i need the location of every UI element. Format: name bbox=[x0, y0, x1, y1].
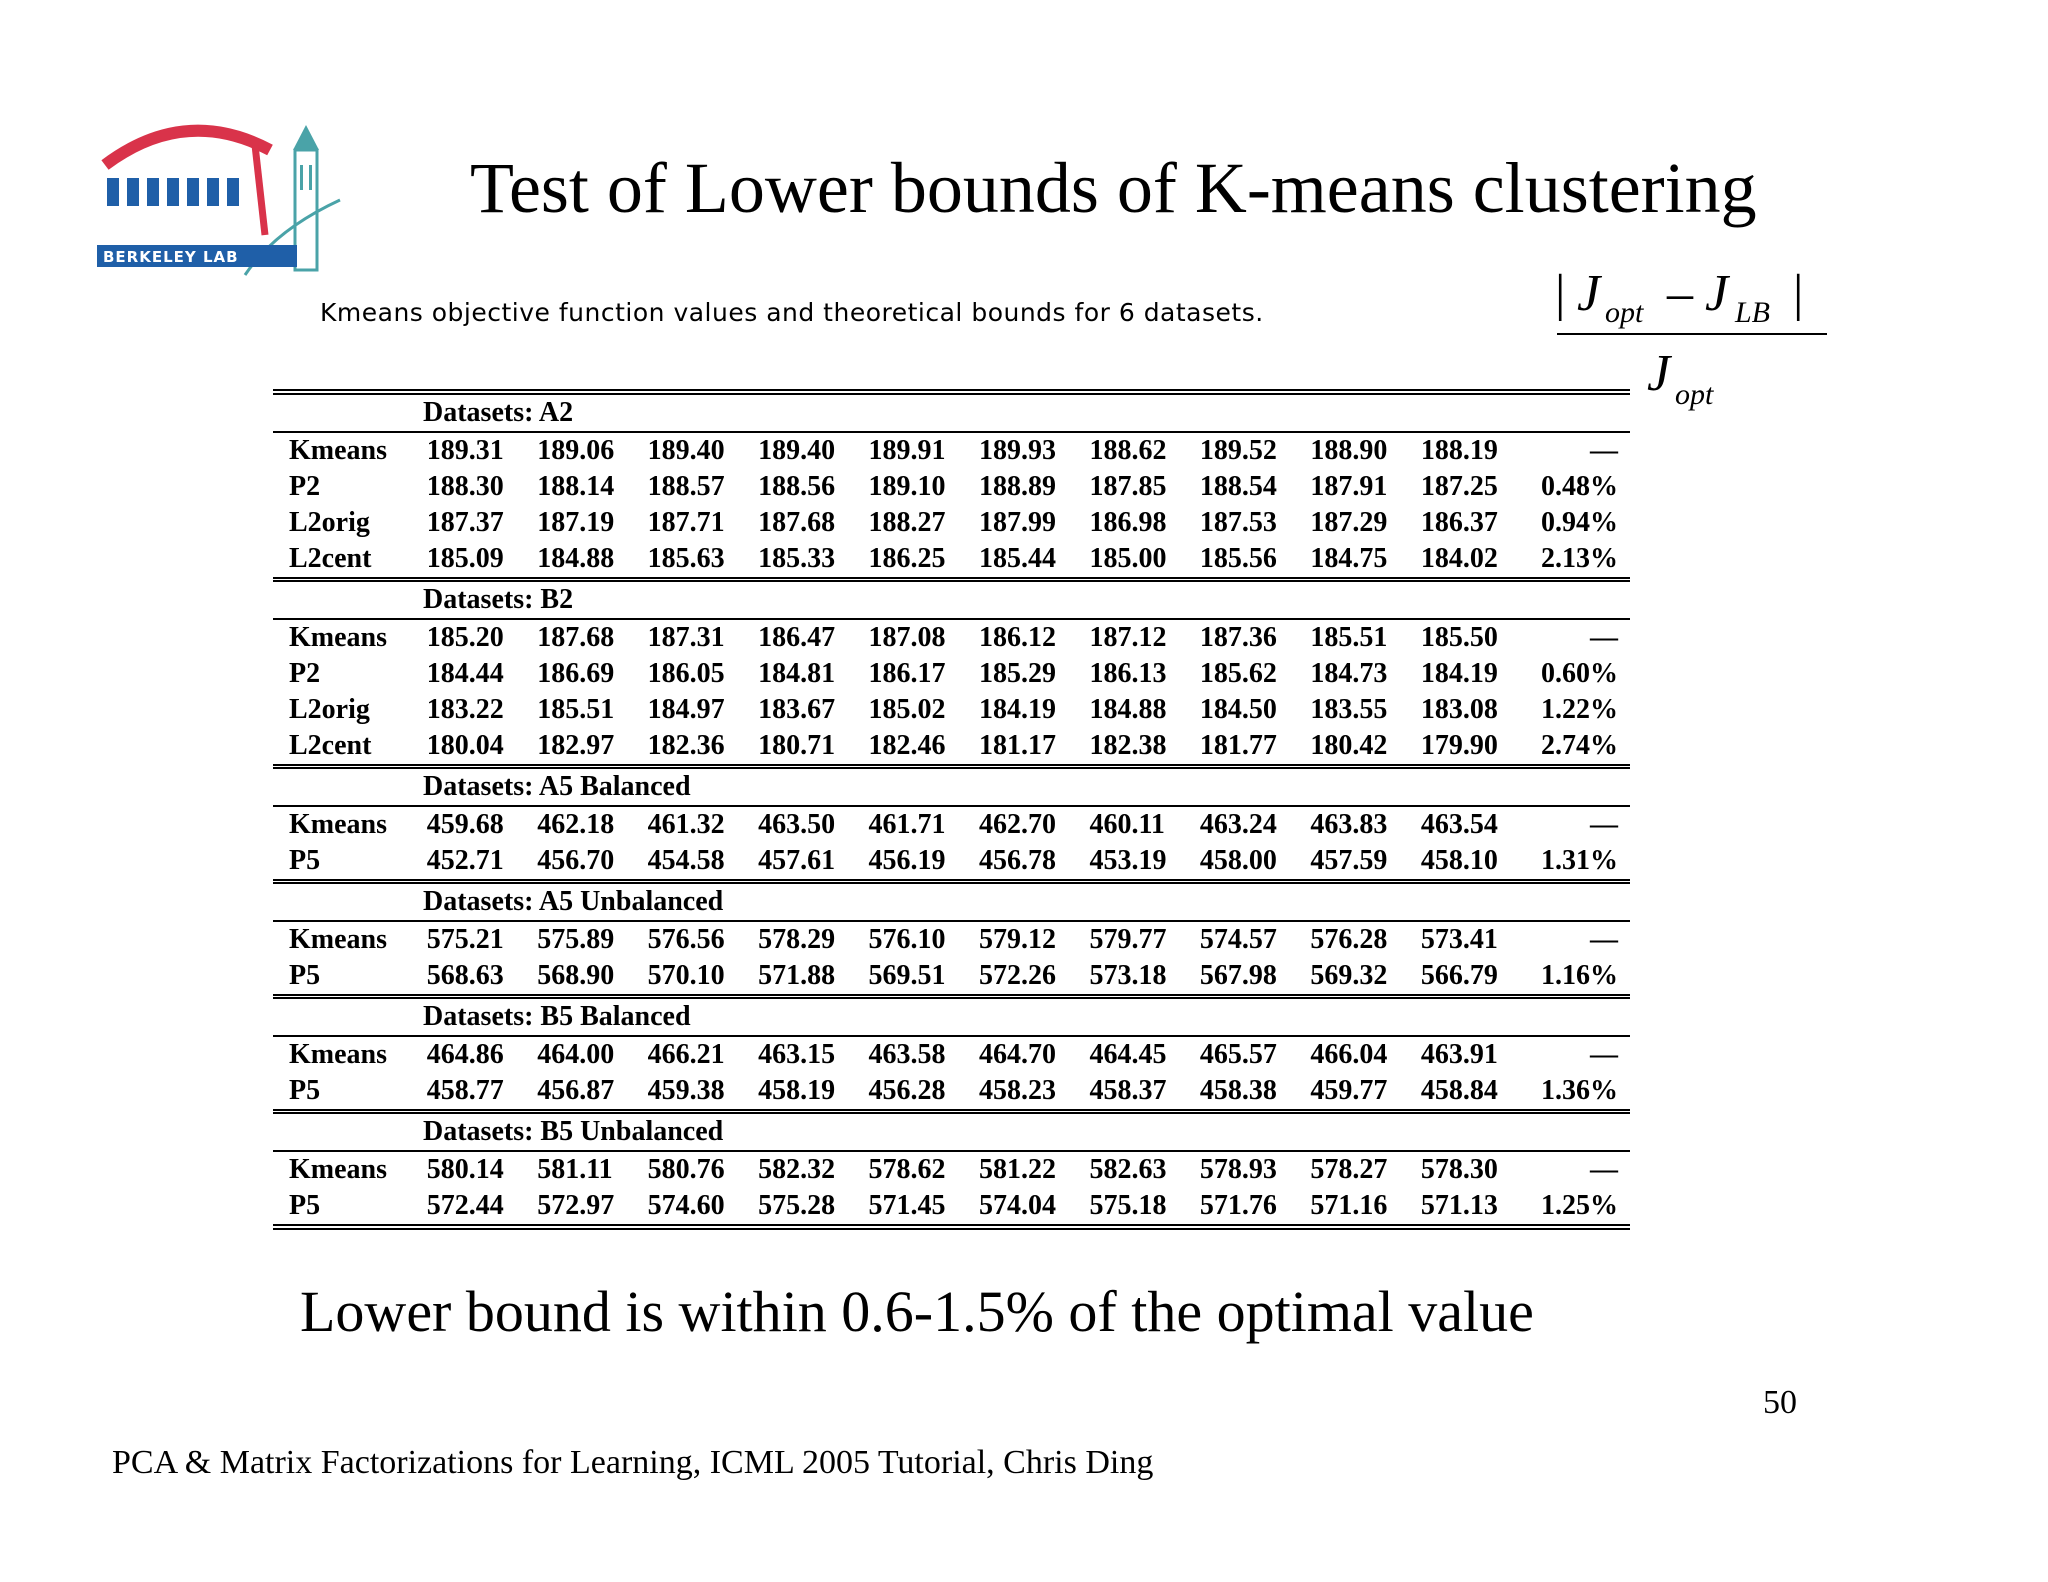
table-cell: 185.44 bbox=[979, 543, 1056, 574]
svg-text:J: J bbox=[1577, 265, 1601, 322]
table-cell: 184.19 bbox=[1420, 658, 1498, 689]
table-cell: 185.62 bbox=[1199, 658, 1277, 689]
table-cell: 456.70 bbox=[537, 845, 615, 876]
table-cell: 456.87 bbox=[537, 1075, 615, 1106]
table-cell: 462.70 bbox=[979, 809, 1056, 840]
table-cell: 184.75 bbox=[1310, 543, 1388, 574]
table-row bbox=[273, 1073, 1630, 1112]
table-cell: 575.28 bbox=[758, 1190, 836, 1221]
table-cell: 185.20 bbox=[426, 622, 504, 653]
table-cell: 461.71 bbox=[868, 809, 946, 840]
gap-percent-cell: — bbox=[1590, 924, 1618, 955]
footer-citation: PCA & Matrix Factorizations for Learning, ICML 2005 Tutorial, Chris Ding bbox=[112, 1444, 1154, 1481]
table-cell: 184.19 bbox=[979, 694, 1056, 725]
table-cell: 179.90 bbox=[1420, 730, 1498, 761]
dataset-header: Datasets: A5 Unbalanced bbox=[273, 882, 1630, 922]
table-cell: 452.71 bbox=[426, 845, 504, 876]
table-cell: 463.91 bbox=[1420, 1039, 1498, 1070]
table-cell: 463.54 bbox=[1420, 809, 1498, 840]
table-cell: 184.88 bbox=[537, 543, 615, 574]
table-cell: 188.14 bbox=[537, 471, 615, 502]
table-cell: 185.50 bbox=[1420, 622, 1498, 653]
table-cell: 570.10 bbox=[647, 960, 725, 991]
row-label: Kmeans bbox=[289, 809, 387, 840]
dataset-section bbox=[273, 997, 1630, 1112]
dataset-header: Datasets: B5 Unbalanced bbox=[273, 1112, 1630, 1152]
row-label: P5 bbox=[289, 845, 321, 876]
table-cell: 460.11 bbox=[1089, 809, 1165, 840]
gap-percent-cell: 0.48% bbox=[1541, 471, 1618, 502]
svg-text:opt: opt bbox=[1605, 296, 1644, 329]
row-label: Kmeans bbox=[289, 924, 387, 955]
table-cell: 459.68 bbox=[426, 809, 504, 840]
table-cell: 187.99 bbox=[979, 507, 1056, 538]
table-cell: 181.17 bbox=[979, 730, 1056, 761]
table-cell: 186.98 bbox=[1089, 507, 1167, 538]
table-cell: 581.22 bbox=[979, 1154, 1056, 1185]
table-cell: 185.29 bbox=[979, 658, 1056, 689]
table-cell: 185.63 bbox=[647, 543, 725, 574]
table-cell: 180.04 bbox=[426, 730, 504, 761]
table-cell: 463.15 bbox=[758, 1039, 836, 1070]
table-cell: 186.12 bbox=[979, 622, 1056, 653]
row-label: L2orig bbox=[289, 507, 370, 538]
table-cell: 188.27 bbox=[868, 507, 946, 538]
table-row bbox=[273, 656, 1630, 692]
svg-text:LB: LB bbox=[1735, 296, 1771, 329]
table-row bbox=[273, 728, 1630, 767]
table-cell: 575.18 bbox=[1089, 1190, 1167, 1221]
table-row bbox=[273, 1151, 1630, 1188]
table-cell: 462.18 bbox=[537, 809, 615, 840]
table-row bbox=[273, 806, 1630, 843]
dataset-header: Datasets: A2 bbox=[273, 392, 1630, 432]
dataset-section bbox=[273, 767, 1630, 882]
gap-percent-cell: — bbox=[1590, 1154, 1618, 1185]
table-cell: 456.28 bbox=[868, 1075, 946, 1106]
table-cell: 184.44 bbox=[426, 658, 504, 689]
table-cell: 188.90 bbox=[1310, 435, 1388, 466]
table-cell: 569.51 bbox=[868, 960, 946, 991]
table-cell: 180.42 bbox=[1310, 730, 1388, 761]
table-cell: 568.90 bbox=[537, 960, 615, 991]
table-cell: 186.17 bbox=[868, 658, 946, 689]
table-cell: 186.13 bbox=[1089, 658, 1167, 689]
table-cell: 464.86 bbox=[426, 1039, 504, 1070]
gap-percent-cell: 2.74% bbox=[1541, 730, 1618, 761]
logo-label: BERKELEY LAB bbox=[103, 248, 239, 266]
table-row bbox=[273, 921, 1630, 958]
table-cell: 187.85 bbox=[1089, 471, 1167, 502]
table-cell: 578.93 bbox=[1199, 1154, 1277, 1185]
table-cell: 580.76 bbox=[647, 1154, 725, 1185]
table-cell: 184.50 bbox=[1199, 694, 1277, 725]
gap-percent-cell: 1.36% bbox=[1541, 1075, 1618, 1106]
table-cell: 186.47 bbox=[758, 622, 836, 653]
dataset-section bbox=[273, 580, 1630, 767]
table-cell: 188.62 bbox=[1089, 435, 1167, 466]
table-cell: 458.19 bbox=[758, 1075, 836, 1106]
table-cell: 457.59 bbox=[1310, 845, 1388, 876]
results-table bbox=[273, 389, 1630, 1230]
table-cell: 464.70 bbox=[979, 1039, 1056, 1070]
table-cell: 456.19 bbox=[868, 845, 946, 876]
row-label: Kmeans bbox=[289, 622, 387, 653]
gap-percent-cell: — bbox=[1590, 622, 1618, 653]
table-cell: 188.19 bbox=[1420, 435, 1498, 466]
table-cell: 188.30 bbox=[426, 471, 504, 502]
gap-percent-cell: 1.31% bbox=[1541, 845, 1618, 876]
table-cell: 187.91 bbox=[1310, 471, 1388, 502]
table-cell: 572.26 bbox=[979, 960, 1056, 991]
table-cell: 184.73 bbox=[1310, 658, 1388, 689]
gap-percent-cell: 2.13% bbox=[1541, 543, 1618, 574]
table-cell: 185.09 bbox=[426, 543, 504, 574]
table-cell: 185.51 bbox=[1310, 622, 1388, 653]
table-cell: 183.22 bbox=[426, 694, 504, 725]
table-cell: 182.36 bbox=[647, 730, 725, 761]
table-cell: 459.77 bbox=[1310, 1075, 1388, 1106]
table-cell: 183.67 bbox=[758, 694, 836, 725]
table-cell: 458.77 bbox=[426, 1075, 504, 1106]
table-cell: 189.06 bbox=[537, 435, 615, 466]
svg-text:|: | bbox=[1793, 265, 1804, 322]
table-cell: 571.76 bbox=[1199, 1190, 1277, 1221]
table-cell: 186.69 bbox=[537, 658, 615, 689]
table-cell: 581.11 bbox=[537, 1154, 613, 1185]
table-cell: 187.08 bbox=[868, 622, 946, 653]
svg-text:J: J bbox=[1705, 265, 1729, 322]
table-row bbox=[273, 1188, 1630, 1227]
table-cell: 459.38 bbox=[647, 1075, 725, 1106]
gap-percent-cell: 1.16% bbox=[1541, 960, 1618, 991]
table-cell: 464.45 bbox=[1089, 1039, 1167, 1070]
gap-percent-cell: 1.25% bbox=[1541, 1190, 1618, 1221]
table-cell: 458.10 bbox=[1420, 845, 1498, 876]
logo-arch bbox=[105, 131, 270, 165]
table-cell: 187.19 bbox=[537, 507, 615, 538]
row-label: P5 bbox=[289, 1190, 321, 1221]
table-cell: 568.63 bbox=[426, 960, 504, 991]
table-cell: 188.89 bbox=[979, 471, 1056, 502]
table-cell: 185.33 bbox=[758, 543, 836, 574]
row-label: Kmeans bbox=[289, 1154, 387, 1185]
table-cell: 187.12 bbox=[1089, 622, 1167, 653]
table-cell: 458.00 bbox=[1199, 845, 1277, 876]
table-cell: 463.50 bbox=[758, 809, 836, 840]
svg-text:opt: opt bbox=[1675, 378, 1714, 411]
table-cell: 186.25 bbox=[868, 543, 946, 574]
table-cell: 185.02 bbox=[868, 694, 946, 725]
dataset-header: Datasets: A5 Balanced bbox=[273, 767, 1630, 807]
table-cell: 189.10 bbox=[868, 471, 946, 502]
table-cell: 187.71 bbox=[647, 507, 725, 538]
table-caption: Kmeans objective function values and theoretical bounds for 6 datasets. bbox=[320, 298, 1264, 327]
dataset-section bbox=[273, 882, 1630, 997]
table-cell: 463.83 bbox=[1310, 809, 1388, 840]
table-cell: 578.29 bbox=[758, 924, 836, 955]
table-cell: 578.27 bbox=[1310, 1154, 1388, 1185]
table-cell: 182.97 bbox=[537, 730, 615, 761]
row-label: P5 bbox=[289, 1075, 321, 1106]
table-row bbox=[273, 958, 1630, 997]
row-label: L2cent bbox=[289, 543, 372, 574]
table-cell: 183.55 bbox=[1310, 694, 1388, 725]
table-cell: 188.57 bbox=[647, 471, 725, 502]
table-cell: 579.12 bbox=[979, 924, 1056, 955]
table-cell: 463.24 bbox=[1199, 809, 1277, 840]
row-label: L2orig bbox=[289, 694, 370, 725]
table-cell: 188.54 bbox=[1199, 471, 1277, 502]
table-cell: 574.60 bbox=[647, 1190, 725, 1221]
table-row bbox=[273, 432, 1630, 469]
table-cell: 186.05 bbox=[647, 658, 725, 689]
table-cell: 578.62 bbox=[868, 1154, 946, 1185]
table-cell: 189.40 bbox=[758, 435, 836, 466]
table-cell: 465.57 bbox=[1199, 1039, 1277, 1070]
svg-text:–: – bbox=[1667, 265, 1693, 322]
table-cell: 184.97 bbox=[647, 694, 725, 725]
table-cell: 187.53 bbox=[1199, 507, 1277, 538]
table-cell: 454.58 bbox=[647, 845, 725, 876]
gap-percent-cell: — bbox=[1590, 435, 1618, 466]
table-cell: 185.00 bbox=[1089, 543, 1167, 574]
table-cell: 189.52 bbox=[1199, 435, 1277, 466]
table-cell: 184.02 bbox=[1420, 543, 1498, 574]
table-cell: 582.63 bbox=[1089, 1154, 1167, 1185]
row-label: P5 bbox=[289, 960, 321, 991]
table-cell: 571.13 bbox=[1420, 1190, 1498, 1221]
table-cell: 458.37 bbox=[1089, 1075, 1167, 1106]
table-cell: 571.45 bbox=[868, 1190, 946, 1221]
table-row bbox=[273, 1036, 1630, 1073]
table-cell: 185.51 bbox=[537, 694, 615, 725]
table-cell: 464.00 bbox=[537, 1039, 615, 1070]
table-row bbox=[273, 619, 1630, 656]
dataset-header: Datasets: B2 bbox=[273, 580, 1630, 620]
table-cell: 180.71 bbox=[758, 730, 836, 761]
table-cell: 567.98 bbox=[1199, 960, 1277, 991]
table-cell: 461.32 bbox=[647, 809, 725, 840]
table-row bbox=[273, 692, 1630, 728]
row-label: Kmeans bbox=[289, 1039, 387, 1070]
table-cell: 184.88 bbox=[1089, 694, 1167, 725]
table-cell: 186.37 bbox=[1420, 507, 1498, 538]
table-cell: 187.68 bbox=[758, 507, 836, 538]
page-number: 50 bbox=[1763, 1384, 1797, 1421]
table-cell: 571.88 bbox=[758, 960, 836, 991]
gap-percent-cell: — bbox=[1590, 809, 1618, 840]
table-cell: 580.14 bbox=[426, 1154, 504, 1185]
slide-title: Test of Lower bounds of K-means clustering bbox=[470, 148, 1757, 228]
table-row bbox=[273, 843, 1630, 882]
table-cell: 181.77 bbox=[1199, 730, 1277, 761]
dataset-section bbox=[273, 1112, 1630, 1228]
row-label: L2cent bbox=[289, 730, 372, 761]
table-cell: 184.81 bbox=[758, 658, 836, 689]
row-label: P2 bbox=[289, 471, 321, 502]
row-label: P2 bbox=[289, 658, 321, 689]
table-cell: 572.97 bbox=[537, 1190, 615, 1221]
table-cell: 189.31 bbox=[426, 435, 504, 466]
table-cell: 575.89 bbox=[537, 924, 615, 955]
table-cell: 463.58 bbox=[868, 1039, 946, 1070]
table-cell: 458.84 bbox=[1420, 1075, 1498, 1106]
logo-arches bbox=[107, 178, 239, 206]
table-cell: 574.04 bbox=[979, 1190, 1056, 1221]
table-cell: 466.04 bbox=[1310, 1039, 1388, 1070]
table-cell: 456.78 bbox=[979, 845, 1056, 876]
table-cell: 466.21 bbox=[647, 1039, 725, 1070]
table-cell: 573.41 bbox=[1420, 924, 1498, 955]
table-cell: 187.29 bbox=[1310, 507, 1388, 538]
table-cell: 187.31 bbox=[647, 622, 725, 653]
svg-text:|: | bbox=[1555, 265, 1566, 322]
table-cell: 574.57 bbox=[1199, 924, 1277, 955]
table-row bbox=[273, 469, 1630, 505]
table-cell: 569.32 bbox=[1310, 960, 1388, 991]
conclusion-text: Lower bound is within 0.6-1.5% of the optimal value bbox=[300, 1279, 1534, 1344]
dataset-section bbox=[273, 392, 1630, 580]
table-cell: 578.30 bbox=[1420, 1154, 1498, 1185]
table-cell: 572.44 bbox=[426, 1190, 504, 1221]
table-cell: 187.25 bbox=[1420, 471, 1498, 502]
table-cell: 457.61 bbox=[758, 845, 836, 876]
table-cell: 573.18 bbox=[1089, 960, 1167, 991]
table-cell: 453.19 bbox=[1089, 845, 1167, 876]
berkeley-lab-logo bbox=[95, 110, 345, 280]
table-cell: 188.56 bbox=[758, 471, 836, 502]
gap-percent-cell: — bbox=[1590, 1039, 1618, 1070]
table-cell: 458.23 bbox=[979, 1075, 1056, 1106]
gap-percent-cell: 0.94% bbox=[1541, 507, 1618, 538]
table-cell: 189.40 bbox=[647, 435, 725, 466]
table-cell: 575.21 bbox=[426, 924, 504, 955]
table-cell: 187.36 bbox=[1199, 622, 1277, 653]
table-cell: 571.16 bbox=[1310, 1190, 1388, 1221]
table-cell: 579.77 bbox=[1089, 924, 1167, 955]
table-cell: 576.56 bbox=[647, 924, 725, 955]
table-cell: 185.56 bbox=[1199, 543, 1277, 574]
table-row bbox=[273, 541, 1630, 580]
table-cell: 187.37 bbox=[426, 507, 504, 538]
table-cell: 189.93 bbox=[979, 435, 1056, 466]
gap-percent-cell: 0.60% bbox=[1541, 658, 1618, 689]
table-cell: 576.28 bbox=[1310, 924, 1388, 955]
table-cell: 458.38 bbox=[1199, 1075, 1277, 1106]
table-cell: 187.68 bbox=[537, 622, 615, 653]
table-cell: 576.10 bbox=[868, 924, 946, 955]
row-label: Kmeans bbox=[289, 435, 387, 466]
table-cell: 566.79 bbox=[1420, 960, 1498, 991]
table-row bbox=[273, 505, 1630, 541]
table-cell: 183.08 bbox=[1420, 694, 1498, 725]
svg-text:J: J bbox=[1647, 345, 1671, 402]
table-cell: 182.46 bbox=[868, 730, 946, 761]
table-cell: 182.38 bbox=[1089, 730, 1167, 761]
dataset-header: Datasets: B5 Balanced bbox=[273, 997, 1630, 1037]
table-cell: 189.91 bbox=[868, 435, 946, 466]
gap-percent-cell: 1.22% bbox=[1541, 694, 1618, 725]
table-cell: 582.32 bbox=[758, 1154, 836, 1185]
